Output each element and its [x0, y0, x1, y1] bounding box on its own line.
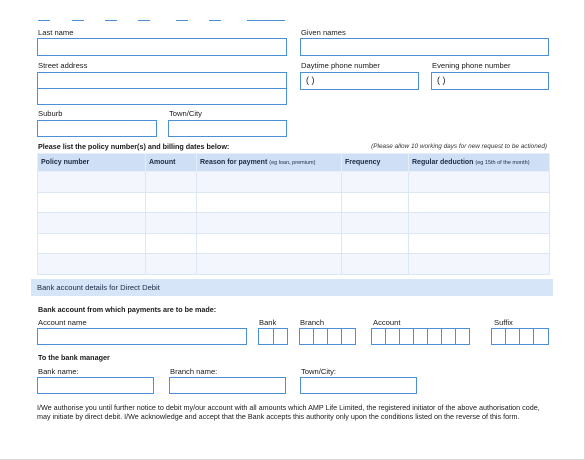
code-dash [72, 20, 84, 21]
given-names-label: Given names [301, 28, 346, 37]
table-row [38, 213, 550, 234]
digit-box[interactable] [341, 328, 356, 345]
digit-box[interactable] [455, 328, 470, 345]
code-dash [176, 20, 188, 21]
deduction-cell[interactable] [409, 254, 550, 275]
last-name-label: Last name [38, 28, 74, 37]
bank-town-city-field[interactable] [300, 377, 417, 394]
reason-cell[interactable] [197, 254, 342, 275]
digit-box[interactable] [299, 328, 314, 345]
last-name-field[interactable] [37, 38, 287, 56]
column-header-policy-number: Policy number [38, 154, 146, 172]
amount-cell[interactable] [146, 213, 197, 234]
bank-account-heading: Bank account from which payments are to be made: [38, 305, 217, 314]
deduction-cell[interactable] [409, 233, 550, 254]
column-header-reason: Reason for payment (eg loan, premium) [197, 154, 342, 172]
digit-box[interactable] [385, 328, 400, 345]
column-header-deduction: Regular deduction (eg 15th of the month) [409, 154, 550, 172]
frequency-cell[interactable] [342, 254, 409, 275]
bank-manager-heading: To the bank manager [38, 353, 110, 362]
table-row [38, 254, 550, 275]
policy-number-cell[interactable] [38, 192, 146, 213]
digit-box[interactable] [258, 328, 274, 345]
frequency-cell[interactable] [342, 192, 409, 213]
digit-box[interactable] [533, 328, 549, 345]
amount-cell[interactable] [146, 172, 197, 193]
code-dash [105, 20, 117, 21]
policy-number-cell[interactable] [38, 254, 146, 275]
table-row [38, 233, 550, 254]
frequency-cell[interactable] [342, 233, 409, 254]
code-dash [247, 20, 285, 21]
column-header-frequency: Frequency [342, 154, 409, 172]
digit-box[interactable] [371, 328, 386, 345]
policy-number-cell[interactable] [38, 213, 146, 234]
reason-cell[interactable] [197, 192, 342, 213]
policy-table-header [38, 154, 550, 172]
suffix-label: Suffix [494, 318, 513, 327]
town-city-label: Town/City [169, 109, 202, 118]
reason-cell[interactable] [197, 213, 342, 234]
code-dash [138, 20, 150, 21]
daytime-phone-label: Daytime phone number [301, 61, 380, 70]
policy-number-cell[interactable] [38, 172, 146, 193]
table-row [38, 192, 550, 213]
bank-code-label: Bank [259, 318, 277, 327]
code-dash [209, 20, 221, 21]
deduction-cell[interactable] [409, 172, 550, 193]
digit-box[interactable] [313, 328, 328, 345]
digit-box[interactable] [427, 328, 442, 345]
bank-town-city-label: Town/City: [301, 367, 337, 376]
policy-number-cell[interactable] [38, 233, 146, 254]
bank-details-banner: Bank account details for Direct Debit [31, 279, 553, 296]
digit-box[interactable] [413, 328, 428, 345]
bank-name-label: Bank name: [38, 367, 79, 376]
branch-code-label: Branch [300, 318, 325, 327]
authority-statement: I/We authorise you until further notice to debit my/our account with all amounts which AMP Life Limited, the registered initiator of the above authorisation code, may initiate by direct debit. I/We acknowledge and accept that the Bank accepts this authority only upon the conditions listed on the reverse of this form. [37, 403, 540, 422]
deduction-cell[interactable] [409, 192, 550, 213]
amount-cell[interactable] [146, 254, 197, 275]
code-dash [38, 20, 50, 21]
account-name-field[interactable] [37, 328, 247, 345]
town-city-field[interactable] [168, 120, 287, 137]
amount-cell[interactable] [146, 233, 197, 254]
policy-table [37, 153, 550, 275]
digit-box[interactable] [327, 328, 342, 345]
account-name-label: Account name [38, 318, 87, 327]
street-address-label: Street address [38, 61, 88, 70]
digit-box[interactable] [505, 328, 520, 345]
given-names-field[interactable] [300, 38, 549, 56]
frequency-cell[interactable] [342, 213, 409, 234]
suburb-field[interactable] [37, 120, 157, 137]
digit-box[interactable] [441, 328, 456, 345]
account-number-label: Account [373, 318, 401, 327]
phone-area-code: ( ) [306, 75, 315, 85]
bank-name-field[interactable] [37, 377, 154, 394]
digit-box[interactable] [399, 328, 414, 345]
branch-name-label: Branch name: [170, 367, 218, 376]
reason-cell[interactable] [197, 172, 342, 193]
table-row [38, 172, 550, 193]
deduction-cell[interactable] [409, 213, 550, 234]
digit-box[interactable] [491, 328, 506, 345]
reason-cell[interactable] [197, 233, 342, 254]
street-address-field-line2[interactable] [37, 88, 287, 105]
policy-heading: Please list the policy number(s) and billing dates below: [38, 142, 230, 151]
evening-phone-label: Evening phone number [432, 61, 511, 70]
column-header-amount: Amount [146, 154, 197, 172]
phone-area-code: ( ) [437, 75, 446, 85]
frequency-cell[interactable] [342, 172, 409, 193]
amount-cell[interactable] [146, 192, 197, 213]
branch-name-field[interactable] [169, 377, 286, 394]
evening-phone-field[interactable] [431, 72, 549, 90]
digit-box[interactable] [273, 328, 288, 345]
suburb-label: Suburb [38, 109, 63, 118]
daytime-phone-field[interactable] [300, 72, 419, 90]
digit-box[interactable] [519, 328, 534, 345]
processing-note: (Please allow 10 working days for new request to be actioned) [371, 143, 547, 150]
